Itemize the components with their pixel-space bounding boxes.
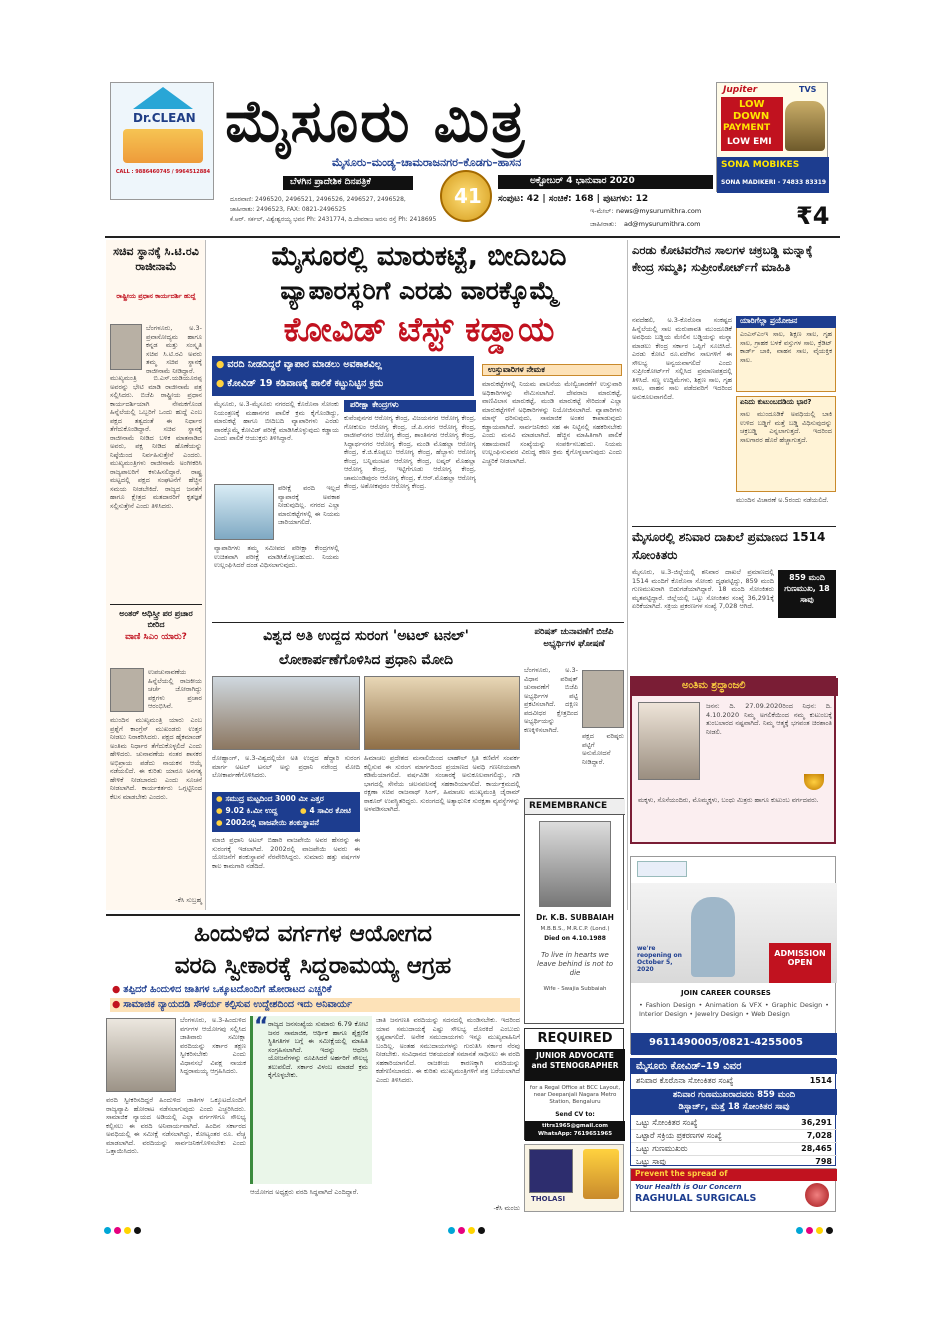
right-mid-headline: ಮೈಸೂರಲ್ಲಿ ಶನಿವಾರ ದಾಖಲೆ ಪ್ರಮಾಣದ 1514 ಸೋಂಕಿತರು <box>632 530 826 562</box>
bike-brand: Jupiter <box>723 85 758 95</box>
right-top-headline: ಎರಡು ಕೋಟಿವರೆಗಿನ ಸಾಲಗಳ ಚಕ್ರಬಡ್ಡಿ ಮನ್ನಾಕ್ಕೆ ಕೇಂದ್ರ ಸಮ್ಮತಿ; ಸುಪ್ರೀಂಕೋರ್ಟ್‌ಗೆ ಮಾಹಿತಿ <box>632 243 813 274</box>
panchayat-photo <box>582 670 624 728</box>
required-ad[interactable] <box>524 1028 624 1140</box>
covid-infected-label: ಶನಿವಾರ ಕೊರೊನಾ ಸೋಂಕಿತರ ಸಂಖ್ಯೆ <box>636 1076 734 1085</box>
price: ₹4 <box>796 202 830 230</box>
covid-box-title: ಮೈಸೂರು ಕೋವಿಡ್–19 ವಿವರ <box>631 1059 837 1074</box>
right-top-box-body: ಎಂಎಸ್‌ಎಂಇ ಸಾಲ, ಶಿಕ್ಷಣ ಸಾಲ, ಗೃಹ ಸಾಲ, ಗ್ರಾಹಕ ಬಳಕೆ ವಸ್ತುಗಳ ಸಾಲ, ಕ್ರೆಡಿಟ್ ಕಾರ್ಡ್ ಬಾಕಿ, ವಾಹನ ಸಾಲ, ವೈಯಕ್ತಿಕ ಸಾಲ. <box>740 330 832 364</box>
left-headline-2: ಅಂತರ್ ಅಧಿಸ್ತ್ರೀ ಪರ ಪ್ರಚಾರ ಬೀರಿದ <box>119 609 193 629</box>
left-byline: -ಕೆಸಿ ಸುಬ್ರಹ್ಮ <box>175 896 202 904</box>
left-body-3: ಉಪಚುನಾವಣೆಯ ಹಿನ್ನೆಲೆಯಲ್ಲಿ ರಾಜಕೀಯ ಚರ್ಚೆ ಜೋರಾಗಿದ್ದು ಪಕ್ಷಗಳು ಪ್ರಚಾರ ಆರಂಭಿಸಿವೆ. <box>148 668 202 710</box>
main-body-col-1: ಮೈಸೂರು, ಅ.3-ಮೈಸೂರು ನಗರದಲ್ಲಿ ಕೊರೊನಾ ಸೋಂಕು ನಿಯಂತ್ರಣಕ್ಕೆ ಮಹಾನಗರ ಪಾಲಿಕೆ ಕ್ರಮ ಕೈಗೊಂಡಿದ್ದು, ಮಾರುಕಟ್ಟೆ ಹಾಗೂ ಬೀದಿಬದಿ ವ್ಯಾಪಾರಿಗಳು ಎರಡು ವಾರಕ್ಕೊಮ್ಮೆ ಕೋವಿಡ್ ಪರೀಕ್ಷೆ ಮಾಡಿಸಿಕೊಳ್ಳುವುದು ಕಡ್ಡಾಯ ಎಂದು ಪಾಲಿಕೆ ಆಯುಕ್ತರು ತಿಳಿಸಿದ್ದಾರೆ. <box>214 400 339 442</box>
phones2: ಜಾಹೀರಾತು: 2496523, FAX: 0821-2496525 <box>230 206 347 213</box>
left-body-4: ಮುಂದಿನ ಮುಖ್ಯಮಂತ್ರಿ ಯಾರು ಎಂಬ ಪ್ರಶ್ನೆಗೆ ಕಾಂಗ್ರೆಸ್ ಮುಖಂಡರು ಉತ್ತರ ನೀಡಲು ನಿರಾಕರಿಸಿದರು. ಪಕ್ಷದ ಹೈಕಮಾಂಡ್ ಅಂತಿಮ ನಿರ್ಧಾರ ತೆಗೆದುಕೊಳ್ಳಲಿದೆ ಎಂದು ಹೇಳಿದರು. ಚುನಾವಣೆಯ ನಂತರ ಶಾಸಕರ ಅಭಿಪ್ರಾಯ ಪಡೆದು ನಾಯಕನ ಆಯ್ಕೆ ನಡೆಯಲಿದೆ. ಈ ಕುರಿತು ಯಾರೂ ಅನಗತ್ಯ ಹೇಳಿಕೆ ನೀಡಬಾರದು ಎಂದು ಸೂಚನೆ ನೀಡಲಾಗಿದೆ. ಕಾರ್ಯಕರ್ತರು ಒಗ್ಗಟ್ಟಿನಿಂದ ಕೆಲಸ ಮಾಡಬೇಕು ಎಂದರು. <box>110 716 202 801</box>
bottom-headline-1: ಹಿಂದುಳಿದ ವರ್ಗಗಳ ಆಯೋಗದ <box>194 921 432 947</box>
remembrance-name: Dr. K.B. SUBBAIAH <box>536 913 614 922</box>
house-icon <box>133 87 193 109</box>
remembrance-ad[interactable] <box>524 798 624 1024</box>
obituary-ad[interactable] <box>630 676 836 844</box>
covid-infected-value: 1514 <box>809 1076 832 1085</box>
covid-row: ಒಟ್ಟು ಗುಣಮುಖರು 28,465 <box>631 1143 837 1156</box>
tunnel-rule <box>212 622 624 623</box>
left-question: ವಾಣಿ ಸಿಎಂ ಯಾರು? <box>125 632 187 642</box>
right-top-box2-body: ಸಾಲ ಮುಂದೂಡಿಕೆ ಅವಧಿಯಲ್ಲಿ ಬಾಕಿ ಉಳಿದ ಬಡ್ಡಿಗೆ ಮತ್ತೆ ಬಡ್ಡಿ ವಿಧಿಸುವುದನ್ನು ಚಕ್ರಬಡ್ಡಿ ಎನ್ನಲಾಗುತ್ತದೆ. ಇದರಿಂದ ಸಾಲಗಾರರ ಹೊರೆ ಹೆಚ್ಚಾಗುತ್ತದೆ. <box>740 410 832 444</box>
school-course-list: • Fashion Design • Animation & VFX • Graphic Design • Interior Design • Jewelry Design • Web Design <box>639 1001 829 1018</box>
registration-marks-right <box>796 1219 836 1238</box>
covid-infected-line <box>631 1075 837 1087</box>
tholasi-logo <box>529 1149 573 1193</box>
bike-offer2: DOWN <box>733 111 770 122</box>
left-headline: ಸಚಿವ ಸ್ಥಾನಕ್ಕೆ ಸಿ.ಟಿ.ರವಿ ರಾಜೀನಾಮೆ <box>113 245 199 273</box>
left-photo-2 <box>110 668 144 712</box>
masthead-regions: ಮೈಸೂರು–ಮಂಡ್ಯ–ಚಾಮರಾಜನಗರ–ಕೊಡಗು–ಹಾಸನ <box>332 156 522 169</box>
tunnel-body-3: ಮಾಜಿ ಪ್ರಧಾನಿ ಅಟಲ್ ಬಿಹಾರಿ ವಾಜಪೇಯಿ ಅವರ ಹೆಸರನ್ನು ಈ ಸುರಂಗಕ್ಕೆ ಇಡಲಾಗಿದೆ. 2002ರಲ್ಲಿ ವಾಜಪೇಯಿ ಅವರು ಈ ಯೋಜನೆಗೆ ಶಂಕುಸ್ಥಾಪನೆ ನೆರವೇರಿಸಿದ್ದರು. ಸುಮಾರು ಹತ್ತು ವರ್ಷಗಳ ಕಾಲ ಕಾಮಗಾರಿ ನಡೆದಿದೆ. <box>212 836 360 870</box>
drclean-ad[interactable] <box>110 82 214 200</box>
bottom-body-3: ಆಯೋಗದ ಅಧ್ಯಕ್ಷರು ವರದಿ ಸಿದ್ಧವಾಗಿದೆ ಎಂದಿದ್ದಾರೆ. <box>250 1188 359 1196</box>
right-mid-badge: 859 ಮಂದಿ ಗುಣಮುಖ, 18 ಸಾವು <box>784 573 830 604</box>
remembrance-photo <box>539 821 611 907</box>
left-body-2: ಮುಖ್ಯಮಂತ್ರಿ ಬಿ.ಎಸ್.ಯಡಿಯೂರಪ್ಪ ಅವರನ್ನು ಭೇಟಿ ಮಾಡಿ ರಾಜೀನಾಮೆ ಪತ್ರ ಸಲ್ಲಿಸಿದರು. ಬಿಜೆಪಿ ರಾಷ್ಟ್ರೀಯ ಪ್ರಧಾನ ಕಾರ್ಯದರ್ಶಿಯಾಗಿ ನೇಮಕಗೊಂಡ ಹಿನ್ನೆಲೆಯಲ್ಲಿ ಒಬ್ಬರಿಗೆ ಒಂದು ಹುದ್ದೆ ಎಂಬ ಪಕ್ಷದ ತತ್ವದಂತೆ ಈ ನಿರ್ಧಾರ ತೆಗೆದುಕೊಂಡಿದ್ದಾರೆ. ಸಚಿವ ಸ್ಥಾನಕ್ಕೆ ರಾಜೀನಾಮೆ ನೀಡಿದ ಬಳಿಕ ಮಾತನಾಡಿದ ಅವರು, ಪಕ್ಷ ನೀಡಿದ ಹೊಣೆಯನ್ನು ನಿಷ್ಠೆಯಿಂದ ನಿರ್ವಹಿಸುತ್ತೇನೆ ಎಂದರು. ಮುಖ್ಯಮಂತ್ರಿಗಳು ರಾಜೀನಾಮೆ ಅಂಗೀಕರಿಸಿ ರಾಜ್ಯಪಾಲರಿಗೆ ಕಳುಹಿಸಲಿದ್ದಾರೆ. ರಾಷ್ಟ್ರ ಮಟ್ಟದಲ್ಲಿ ಪಕ್ಷದ ಸಂಘಟನೆಗೆ ಹೆಚ್ಚಿನ ಸಮಯ ನೀಡಬೇಕಿದೆ. ರಾಜ್ಯದ ಜನತೆಗೆ ಹಾಗೂ ಕ್ಷೇತ್ರದ ಮತದಾರರಿಗೆ ಕೃತಜ್ಞತೆ ಸಲ್ಲಿಸುತ್ತೇನೆ ಎಂದು ತಿಳಿಸಿದರು. <box>110 374 202 510</box>
student-figure <box>691 897 735 977</box>
masthead-title: ಮೈಸೂರು ಮಿತ್ರ <box>225 87 527 155</box>
main-deck-1: ● ವರದಿ ನೀಡದಿದ್ದರೆ ವ್ಯಾಪಾರ ಮಾಡಲು ಅವಕಾಶವಿಲ್ಲ <box>216 359 382 370</box>
obituary-family: ಮಕ್ಕಳು, ಸೊಸೆಯಂದಿರು, ಮೊಮ್ಮಕ್ಕಳು, ಬಂಧು ಮಿತ್ರರು ಹಾಗೂ ಕುಟುಂಬ ವರ್ಗದವರು. <box>638 796 819 804</box>
masthead-tagline: ಬೆಳಗಿನ ಪ್ರಾದೇಶಿಕ ದಿನಪತ್ರಿಕೆ <box>290 177 371 187</box>
left-sub: ರಾಷ್ಟ್ರೀಯ ಪ್ರಧಾನ ಕಾರ್ಯದರ್ಶಿ ಹುದ್ದೆ <box>116 292 196 300</box>
tunnel-fact-1: ● ಸಮುದ್ರ ಮಟ್ಟದಿಂದ 3000 ಮೀ ಎತ್ತರ <box>216 794 324 803</box>
raghulal-concern: Your Health is Our Concern <box>635 1183 742 1191</box>
school-reopen: we're reopening on October 5, 2020 <box>637 945 682 973</box>
covid-stats <box>631 1117 837 1169</box>
covid-row: ಒಟ್ಟಾರೆ ಸಕ್ರಿಯ ಪ್ರಕರಣಗಳ ಸಂಖ್ಯೆ 7,028 <box>631 1130 837 1143</box>
obituary-text: ಜನನ: ದಿ. 27.09.2020ರಿಂದ ನಿಧನ: ದಿ. 4.10.2020 ನಿಮ್ಮ ಅಗಲಿಕೆಯಿಂದ ನಮ್ಮ ಕುಟುಂಬಕ್ಕೆ ತುಂಬಲಾರದ ನಷ್ಟವಾಗಿದೆ. ನಿಮ್ಮ ಆತ್ಮಕ್ಕೆ ಭಗವಂತ ಚಿರಶಾಂತಿ ನೀಡಲಿ. <box>706 702 832 736</box>
school-courses: JOIN CAREER COURSES <box>681 989 771 997</box>
remembrance-deg: M.B.B.S., M.R.C.P. (Lond.) <box>540 926 610 932</box>
main-headline-1: ಮೈಸೂರಲ್ಲಿ ಮಾರುಕಟ್ಟೆ, ಬೀದಿಬದಿ <box>271 241 567 272</box>
main-headline-3: ಕೋವಿಡ್ ಟೆಸ್ಟ್ ಕಡ್ಡಾಯ <box>283 310 555 350</box>
drclean-phone: CALL : 9886460745 / 9964512884 <box>115 169 211 175</box>
right-mid-rule <box>632 526 836 527</box>
cleaner-figure <box>123 129 203 163</box>
remembrance-title: REMEMBRANCE <box>529 801 608 811</box>
raghulal-name: RAGHULAL SURGICALS <box>635 1193 757 1204</box>
bike-maker: TVS <box>799 85 817 94</box>
email-news-label: ಇ-ಮೇಲ್: <box>590 207 614 215</box>
required-send: Send CV to: <box>555 1111 595 1118</box>
registration-marks-left <box>104 1219 144 1238</box>
bottom-rule <box>106 914 520 916</box>
raghulal-ad[interactable] <box>630 1168 836 1212</box>
subhead-staff: ಉಸ್ತುವಾರಿಗಳ ನೇಮಕ <box>488 365 545 374</box>
scooter-image <box>785 101 825 151</box>
left-body-1: ಬೆಂಗಳೂರು, ಅ.3-ಪ್ರವಾಸೋದ್ಯಮ ಹಾಗೂ ಕನ್ನಡ ಮತ್ತು ಸಂಸ್ಕೃತಿ ಸಚಿವ ಸಿ.ಟಿ.ರವಿ ಅವರು ತಮ್ಮ ಸಚಿವ ಸ್ಥಾನಕ್ಕೆ ರಾಜೀನಾಮೆ ನೀಡಿದ್ದಾರೆ. <box>146 324 202 375</box>
panchayat-body: ಬೆಂಗಳೂರು, ಅ.3-ವಿಧಾನ ಪರಿಷತ್ ಚುನಾವಣೆಗೆ ಬಿಜೆಪಿ ಅಭ್ಯರ್ಥಿಗಳ ಪಟ್ಟಿ ಪ್ರಕಟಿಸಲಾಗಿದೆ. ದಕ್ಷಿಣ ಪದವೀಧರ ಕ್ಷೇತ್ರದಿಂದ ಅಭ್ಯರ್ಥಿಯನ್ನು ಕಣಕ್ಕಿಳಿಸಲಾಗಿದೆ. <box>524 666 578 734</box>
covid-row: ಒಟ್ಟು ಸೋಂಕಿತರ ಸಂಖ್ಯೆ 36,291 <box>631 1117 837 1130</box>
obituary-title: ಅಂತಿಮ ಶ್ರದ್ಧಾಂಜಲಿ <box>682 680 746 691</box>
email-ad-label: ಜಾಹೀರಾತು: <box>590 220 617 228</box>
main-headline-2: ವ್ಯಾಪಾರಸ್ಥರಿಗೆ ಎರಡು ವಾರಕ್ಕೊಮ್ಮೆ <box>280 276 558 305</box>
quote-mark-icon: “ <box>254 1014 269 1039</box>
footer-left-byline: -ಕೆಸಿ ಮಂಜು <box>493 1204 520 1212</box>
bottom-body-4: ಜಾತಿ ಜನಗಣತಿ ವರದಿಯನ್ನು ಸದನದಲ್ಲಿ ಮಂಡಿಸಬೇಕು. ಇದರಿಂದ ಯಾವ ಸಮುದಾಯಕ್ಕೆ ಎಷ್ಟು ಸೌಲಭ್ಯ ದೊರಕಿದೆ ಎಂಬುದು ಸ್ಪಷ್ಟವಾಗಲಿದೆ. ಅನೇಕ ಸಮುದಾಯಗಳು ಇನ್ನೂ ಮುಖ್ಯವಾಹಿನಿಗೆ ಬಂದಿಲ್ಲ. ಅಂತಹ ಸಮುದಾಯಗಳನ್ನು ಗುರುತಿಸಿ ಸರ್ಕಾರ ನೆರವು ನೀಡಬೇಕು. ಸಂವಿಧಾನದ ಆಶಯದಂತೆ ಸಮಾನತೆ ಸಾಧಿಸಲು ಈ ವರದಿ ಸಹಕಾರಿಯಾಗಲಿದೆ. ರಾಜಕೀಯ ಕಾರಣಕ್ಕಾಗಿ ವರದಿಯನ್ನು ಕಡೆಗಣಿಸಬಾರದು. ಈ ಕುರಿತು ಮುಖ್ಯಮಂತ್ರಿಗಳಿಗೆ ಪತ್ರ ಬರೆಯಲಾಗಿದೆ ಎಂದು ತಿಳಿಸಿದರು. <box>376 1016 520 1084</box>
tunnel-body-2: ಹಿಮಾಚಲ ಪ್ರದೇಶದ ಮನಾಲಿಯಿಂದ ಲಾಹೌಲ್ ಸ್ಪಿತಿ ಕಣಿವೆಗೆ ಸಂಪರ್ಕ ಕಲ್ಪಿಸುವ ಈ ಸುರಂಗ ಮಾರ್ಗದಿಂದ ಪ್ರಯಾಣದ ಅವಧಿ ಗಣನೀಯವಾಗಿ ಕಡಿಮೆಯಾಗಲಿದೆ. ವರ್ಷವಿಡೀ ಸಂಚಾರಕ್ಕೆ ಅನುಕೂಲವಾಗಲಿದ್ದು, ಗಡಿ ಭಾಗದಲ್ಲಿ ಸೇನೆಯ ಚಲನವಲನಕ್ಕೆ ಸಹಕಾರಿಯಾಗಲಿದೆ. ಕಾರ್ಯಕ್ರಮದಲ್ಲಿ ರಕ್ಷಣಾ ಸಚಿವ ರಾಜನಾಥ್ ಸಿಂಗ್, ಹಿಮಾಚಲ ಮುಖ್ಯಮಂತ್ರಿ ಜೈರಾಮ್ ಠಾಕೂರ್ ಉಪಸ್ಥಿತರಿದ್ದರು. ಸುರಂಗದಲ್ಲಿ ಅತ್ಯಾಧುನಿಕ ಸುರಕ್ಷತಾ ವ್ಯವಸ್ಥೆಗಳನ್ನು ಅಳವಡಿಸಲಾಗಿದೆ. <box>364 754 520 813</box>
test-centres-list: ಕುವೆಂಪುನಗರ ಆರೋಗ್ಯ ಕೇಂದ್ರ, ವಿಜಯನಗರ ಆರೋಗ್ಯ ಕೇಂದ್ರ, ಗೋಕುಲಂ ಆರೋಗ್ಯ ಕೇಂದ್ರ, ಜೆ.ಪಿ.ನಗರ ಆರೋಗ್ಯ ಕೇಂದ್ರ, ರಾಜೀವ್‌ನಗರ ಆರೋಗ್ಯ ಕೇಂದ್ರ, ಶಾಂತಿನಗರ ಆರೋಗ್ಯ ಕೇಂದ್ರ, ಸಿದ್ದಾರ್ಥನಗರ ಆರೋಗ್ಯ ಕೇಂದ್ರ, ಮಂಡಿ ಮೊಹಲ್ಲಾ ಆರೋಗ್ಯ ಕೇಂದ್ರ, ಕೆ.ಜಿ.ಕೊಪ್ಪಲು ಆರೋಗ್ಯ ಕೇಂದ್ರ, ಹೆಬ್ಬಾಳು ಆರೋಗ್ಯ ಕೇಂದ್ರ, ಬನ್ನಿಮಂಟಪ ಆರೋಗ್ಯ ಕೇಂದ್ರ, ಲಷ್ಕರ್ ಮೊಹಲ್ಲಾ ಆರೋಗ್ಯ ಕೇಂದ್ರ, ಇಟ್ಟಿಗೆಗೂಡು ಆರೋಗ್ಯ ಕೇಂದ್ರ, ಚಾಮುಂಡಿಪುರಂ ಆರೋಗ್ಯ ಕೇಂದ್ರ, ಕೆ.ಆರ್.ಮೊಹಲ್ಲಾ ಆರೋಗ್ಯ ಕೇಂದ್ರ, ಅಶೋಕಪುರಂ ಆರೋಗ್ಯ ಕೇಂದ್ರ. <box>344 414 476 490</box>
covid-line-2: ಶನಿವಾರ ಗುಣಮುಖರಾದವರು 859 ಮಂದಿ <box>672 1090 796 1100</box>
bike-offer4: LOW EMI <box>727 137 772 147</box>
covid-test-photo <box>214 484 274 540</box>
email-ad[interactable]: ad@mysurumithra.com <box>624 220 701 228</box>
school-phone[interactable]: 9611490005/0821-4255005 <box>649 1037 803 1048</box>
right-top-box-title: ಯಾರಿಗೆಲ್ಲಾ ಪ್ರಯೋಜನ <box>740 316 798 325</box>
bottom-deck-2: ● ಸಾಮಾಜಿಕ ನ್ಯಾಯದಡಿ ಸೌಕರ್ಯ ಕಲ್ಪಿಸುವ ಉದ್ದೇಶದಿಂದ ಇದು ಅನಿವಾರ್ಯ <box>112 999 353 1010</box>
bike-offer3: PAYMENT <box>723 123 771 133</box>
tunnel-fact-2: ● 9.02 ಕಿ.ಮೀ ಉದ್ದ <box>216 806 278 815</box>
covid-box <box>630 1058 836 1166</box>
school-ad[interactable] <box>630 856 836 1054</box>
bike-offer1: LOW <box>739 99 765 110</box>
right-mid-body: ಮೈಸೂರು, ಅ.3-ಜಿಲ್ಲೆಯಲ್ಲಿ ಶನಿವಾರ ದಾಖಲೆ ಪ್ರಮಾಣದಲ್ಲಿ 1514 ಮಂದಿಗೆ ಕೊರೊನಾ ಸೋಂಕು ದೃಢಪಟ್ಟಿದ್ದು, 859 ಮಂದಿ ಗುಣಮುಖರಾಗಿ ಬಿಡುಗಡೆಯಾಗಿದ್ದಾರೆ. 18 ಮಂದಿ ಸೋಂಕಿತರು ಮೃತಪಟ್ಟಿದ್ದಾರೆ. ಜಿಲ್ಲೆಯಲ್ಲಿ ಒಟ್ಟು ಸೋಂಕಿತರ ಸಂಖ್ಯೆ 36,291ಕ್ಕೆ ಏರಿಕೆಯಾಗಿದೆ. ಸಕ್ರಿಯ ಪ್ರಕರಣಗಳ ಸಂಖ್ಯೆ 7,028 ಆಗಿದೆ. <box>632 568 774 610</box>
right-top-box2-title: ಏನಿದು ಕುಟುಂಬದಡಿಯ ಭಾರ? <box>740 398 812 406</box>
bike-dealer2: SONA MADIKERI - 74833 83319 <box>721 179 827 186</box>
email-news[interactable]: news@mysurumithra.com <box>616 207 702 215</box>
bottom-quote: ರಾಜ್ಯದ ಜನಸಂಖ್ಯೆಯ ಸುಮಾರು 6.79 ಕೋಟಿ ಜನರ ಸಾಮಾಜಿಕ, ಆರ್ಥಿಕ ಹಾಗೂ ಶೈಕ್ಷಣಿಕ ಸ್ಥಿತಿಗತಿಗಳ ಬಗ್ಗೆ ಈ ಸಮೀಕ್ಷೆಯಲ್ಲಿ ಮಾಹಿತಿ ಸಂಗ್ರಹಿಸಲಾಗಿದೆ. ಇದನ್ನು ಆಧರಿಸಿ ಯೋಜನೆಗಳನ್ನು ರೂಪಿಸಿದರೆ ಅರ್ಹರಿಗೆ ಸೌಲಭ್ಯ ತಲುಪಲಿದೆ. ಸರ್ಕಾರ ವಿಳಂಬ ಮಾಡದೆ ಕ್ರಮ ಕೈಗೊಳ್ಳಬೇಕು. <box>268 1020 368 1079</box>
siddaramaiah-photo <box>106 1018 176 1092</box>
bike-dealer: SONA MOBIKES <box>721 160 800 170</box>
school-admission: ADMISSION OPEN <box>774 949 826 967</box>
phones: ದೂರವಾಣಿ: 2496520, 2496521, 2496526, 2496527, 2496528, <box>230 196 406 203</box>
tunnel-body-1: ರೋಹ್ಟಾಂಗ್, ಅ.3-ವಿಶ್ವದಲ್ಲಿಯೇ ಅತಿ ಉದ್ದದ ಹೆದ್ದಾರಿ ಸುರಂಗ ಮಾರ್ಗ ಅಟಲ್ ಟನಲ್ ಅನ್ನು ಪ್ರಧಾನಿ ನರೇಂದ್ರ ಮೋದಿ ಲೋಕಾರ್ಪಣೆಗೊಳಿಸಿದರು. <box>212 754 360 779</box>
required-contact[interactable]: titrs1965@gmail.com WhatsApp: 7619651965 <box>537 1123 613 1137</box>
covid-row: ಒಟ್ಟು ಸಾವು 798 <box>631 1156 837 1169</box>
staff-body: ಮಾರುಕಟ್ಟೆಗಳಲ್ಲಿ ನಿಯಮ ಪಾಲನೆಯ ಮೇಲ್ವಿಚಾರಣೆಗೆ ಉಸ್ತುವಾರಿ ಅಧಿಕಾರಿಗಳನ್ನು ನೇಮಿಸಲಾಗಿದೆ. ದೇವರಾಜ ಮಾರುಕಟ್ಟೆ, ವಾಣಿವಿಲಾಸ ಮಾರುಕಟ್ಟೆ, ಮಂಡಿ ಮಾರುಕಟ್ಟೆ ಸೇರಿದಂತೆ ಎಲ್ಲಾ ಮಾರುಕಟ್ಟೆಗಳಿಗೆ ಅಧಿಕಾರಿಗಳನ್ನು ನಿಯೋಜಿಸಲಾಗಿದೆ. ವ್ಯಾಪಾರಿಗಳು ಮಾಸ್ಕ್ ಧರಿಸುವುದು, ಸಾಮಾಜಿಕ ಅಂತರ ಕಾಪಾಡುವುದು ಕಡ್ಡಾಯವಾಗಿದೆ. ಸಾರ್ವಜನಿಕರು ಸಹ ಈ ನಿಟ್ಟಿನಲ್ಲಿ ಸಹಕರಿಸಬೇಕು ಎಂದು ಮನವಿ ಮಾಡಲಾಗಿದೆ. ಹೆಚ್ಚಿನ ಮಾಹಿತಿಗಾಗಿ ಪಾಲಿಕೆ ಸಹಾಯವಾಣಿ ಸಂಖ್ಯೆಯನ್ನು ಸಂಪರ್ಕಿಸಬಹುದು. ನಿಯಮ ಉಲ್ಲಂಘಿಸುವವರ ವಿರುದ್ಧ ಕಠಿಣ ಕ್ರಮ ಕೈಗೊಳ್ಳಲಾಗುವುದು ಎಂದು ಎಚ್ಚರಿಕೆ ನೀಡಲಾಗಿದೆ. <box>482 380 622 465</box>
school-logo <box>637 861 687 877</box>
registration-marks-center <box>448 1219 488 1238</box>
covid-infected-row <box>631 1075 837 1087</box>
covid-line-3: ಡಿಸ್ಚಾರ್ಜ್, ಮತ್ತೆ 18 ಸೋಂಕಿತರ ಸಾವು <box>678 1102 790 1112</box>
masthead-rule <box>105 236 840 238</box>
bottom-body-2: ವರದಿ ಸ್ವೀಕರಿಸದಿದ್ದರೆ ಹಿಂದುಳಿದ ಜಾತಿಗಳ ಒಕ್ಕೂಟದೊಂದಿಗೆ ರಾಜ್ಯವ್ಯಾಪಿ ಹೋರಾಟ ನಡೆಸಲಾಗುವುದು ಎಂದು ಎಚ್ಚರಿಸಿದರು. ಸಾಮಾಜಿಕ ನ್ಯಾಯದ ಅಡಿಯಲ್ಲಿ ಎಲ್ಲಾ ವರ್ಗಗಳಿಗೂ ಸೌಲಭ್ಯ ಕಲ್ಪಿಸಲು ಈ ವರದಿ ಅನಿವಾರ್ಯವಾಗಿದೆ. ಹಿಂದಿನ ಸರ್ಕಾರದ ಅವಧಿಯಲ್ಲಿ ಈ ಸಮೀಕ್ಷೆ ನಡೆಸಲಾಗಿದ್ದು, ಕೋಟ್ಯಂತರ ರೂ. ವೆಚ್ಚ ಮಾಡಲಾಗಿದೆ. ವರದಿಯನ್ನು ಸಾರ್ವಜನಿಕಗೊಳಿಸಬೇಕು ಎಂದು ಒತ್ತಾಯಿಸಿದರು. <box>106 1096 246 1155</box>
virus-icon <box>805 1183 829 1207</box>
right-top-body-2: ಮುಂದಿನ ವಿಚಾರಣೆ ಅ.5ರಂದು ನಡೆಯಲಿದೆ. <box>736 496 829 504</box>
remembrance-died: Died on 4.10.1988 <box>544 935 606 942</box>
ct-ravi-photo <box>110 324 142 370</box>
tvs-bike-ad[interactable] <box>716 82 828 192</box>
remembrance-quote: To live in hearts we leave behind is not to die <box>537 951 613 977</box>
anniversary-number: 41 <box>454 184 482 208</box>
tunnel-headline-1: ವಿಶ್ವದ ಅತಿ ಉದ್ದದ ಸುರಂಗ 'ಅಟಲ್ ಟನಲ್' <box>263 628 469 644</box>
tunnel-fact-3: ● 4 ಸಾವಿರ ಕೋಟಿ <box>300 806 351 815</box>
issue-line: ಸಂಪುಟ: 42 | ಸಂಚಿಕೆ: 168 | ಪುಟಗಳು: 12 <box>498 194 649 204</box>
main-deck-2: ● ಕೋವಿಡ್ 19 ಕಡಿವಾಣಕ್ಕೆ ಪಾಲಿಕೆ ಕಟ್ಟುನಿಟ್ಟಿನ ಕ್ರಮ <box>216 378 384 389</box>
panchayat-headline: ಪರಿಷತ್ ಚುನಾವಣೆಗೆ ಬಿಜೆಪಿ ಅಭ್ಯರ್ಥಿಗಳ ಘೋಷಣೆ <box>534 627 614 649</box>
required-title: REQUIRED <box>537 1031 613 1046</box>
required-place: for a Regal Office at BCC Layout, near Deepanjali Nagara Metro Station, Bengaluru <box>529 1085 621 1105</box>
bottom-headline-2: ವರದಿ ಸ್ವೀಕಾರಕ್ಕೆ ಸಿದ್ದರಾಮಯ್ಯ ಆಗ್ರಹ <box>174 953 452 979</box>
remembrance-family: Wife - Swajia Subbaiah <box>543 986 607 992</box>
obituary-photo <box>638 702 700 780</box>
tholasi-product <box>583 1149 619 1199</box>
main-body-col-1c: ವ್ಯಾಪಾರಿಗಳು ತಮ್ಮ ಸಮೀಪದ ಪರೀಕ್ಷಾ ಕೇಂದ್ರಗಳಲ್ಲಿ ಉಚಿತವಾಗಿ ಪರೀಕ್ಷೆ ಮಾಡಿಸಿಕೊಳ್ಳಬಹುದು. ನಿಯಮ ಉಲ್ಲಂಘಿಸಿದರೆ ದಂಡ ವಿಧಿಸಲಾಗುವುದು. <box>214 544 339 569</box>
tunnel-headline-2: ಲೋಕಾರ್ಪಣೆಗೊಳಿಸಿದ ಪ್ರಧಾನಿ ಮೋದಿ <box>278 652 454 668</box>
subhead-tests: ಪರೀಕ್ಷಾ ಕೇಂದ್ರಗಳು <box>350 400 399 409</box>
right-top-body: ನವದೆಹಲಿ, ಅ.3-ಕೊರೊನಾ ಸಂಕಷ್ಟದ ಹಿನ್ನೆಲೆಯಲ್ಲಿ ಸಾಲ ಮರುಪಾವತಿ ಮುಂದೂಡಿಕೆ ಅವಧಿಯ ಬಡ್ಡಿಯ ಮೇಲಿನ ಬಡ್ಡಿಯನ್ನು ಮನ್ನಾ ಮಾಡಲು ಕೇಂದ್ರ ಸರ್ಕಾರ ಒಪ್ಪಿಗೆ ಸೂಚಿಸಿದೆ. ಎರಡು ಕೋಟಿ ರೂ.ವರೆಗಿನ ಸಾಲಗಳಿಗೆ ಈ ಸೌಲಭ್ಯ ಅನ್ವಯವಾಗಲಿದೆ ಎಂದು ಸುಪ್ರೀಂಕೋರ್ಟ್‌ಗೆ ಸಲ್ಲಿಸಿದ ಪ್ರಮಾಣಪತ್ರದಲ್ಲಿ ತಿಳಿಸಿದೆ. ಸಣ್ಣ ಉದ್ದಿಮೆಗಳು, ಶಿಕ್ಷಣ ಸಾಲ, ಗೃಹ ಸಾಲ, ವಾಹನ ಸಾಲ ಪಡೆದವರಿಗೆ ಇದರಿಂದ ಅನುಕೂಲವಾಗಲಿದೆ. <box>632 316 732 401</box>
required-role: JUNIOR ADVOCATE and STENOGRAPHER <box>531 1051 619 1070</box>
tholasi-ad[interactable] <box>524 1144 624 1212</box>
tholasi-name: THOLASI <box>531 1195 566 1203</box>
issue-date: ಅಕ್ಟೋಬರ್ 4 ಭಾನುವಾರ 2020 <box>530 176 635 186</box>
tunnel-fact-4: ● 2002ರಲ್ಲಿ ವಾಜಪೇಯಿ ಶಂಕುಸ್ಥಾಪನೆ <box>216 818 319 827</box>
left-column <box>106 240 206 910</box>
bottom-deck-1: ● ತಪ್ಪಿದರೆ ಹಿಂದುಳಿದ ಜಾತಿಗಳ ಒಕ್ಕೂಟದೊಂದಿಗೆ ಹೋರಾಟದ ಎಚ್ಚರಿಕೆ <box>112 984 332 995</box>
tunnel-photo-2 <box>364 676 520 750</box>
main-body-col-1b: ಪರೀಕ್ಷೆ ವರದಿ ಇಲ್ಲದೆ ವ್ಯಾಪಾರಕ್ಕೆ ಅವಕಾಶ ನೀಡುವುದಿಲ್ಲ. ನಗರದ ಎಲ್ಲಾ ಮಾರುಕಟ್ಟೆಗಳಲ್ಲಿ ಈ ನಿಯಮ ಜಾರಿಯಾಗಲಿದೆ. <box>278 484 340 526</box>
right-column-divider <box>627 240 628 910</box>
drclean-name: Dr.CLEAN <box>133 111 196 125</box>
panchayat-body-2: ಪಕ್ಷದ ವರಿಷ್ಠರು ಪಟ್ಟಿಗೆ ಅನುಮೋದನೆ ನೀಡಿದ್ದಾರೆ. <box>582 732 624 766</box>
tunnel-photo-1 <box>212 676 360 750</box>
raghulal-prevent: Prevent the spread of <box>635 1169 728 1178</box>
left-rule <box>110 604 202 605</box>
address: ಕೆ.ಆರ್. ಸರ್ಕಲ್, ವಿಶ್ವೇಶ್ವರಯ್ಯ ಭವನ Ph: 2431774, ದಿ.ದೇವರಾಜ ಅರಸು ರಸ್ತೆ Ph: 2418695 <box>230 216 437 223</box>
bottom-body-1: ಬೆಂಗಳೂರು, ಅ.3-ಹಿಂದುಳಿದ ವರ್ಗಗಳ ಆಯೋಗವು ಸಲ್ಲಿಸಿದ ಜಾತಿವಾರು ಸಮೀಕ್ಷಾ ವರದಿಯನ್ನು ಸರ್ಕಾರ ತಕ್ಷಣ ಸ್ವೀಕರಿಸಬೇಕು ಎಂದು ವಿಧಾನಸಭೆ ವಿಪಕ್ಷ ನಾಯಕ ಸಿದ್ದರಾಮಯ್ಯ ಆಗ್ರಹಿಸಿದರು. <box>180 1016 246 1075</box>
